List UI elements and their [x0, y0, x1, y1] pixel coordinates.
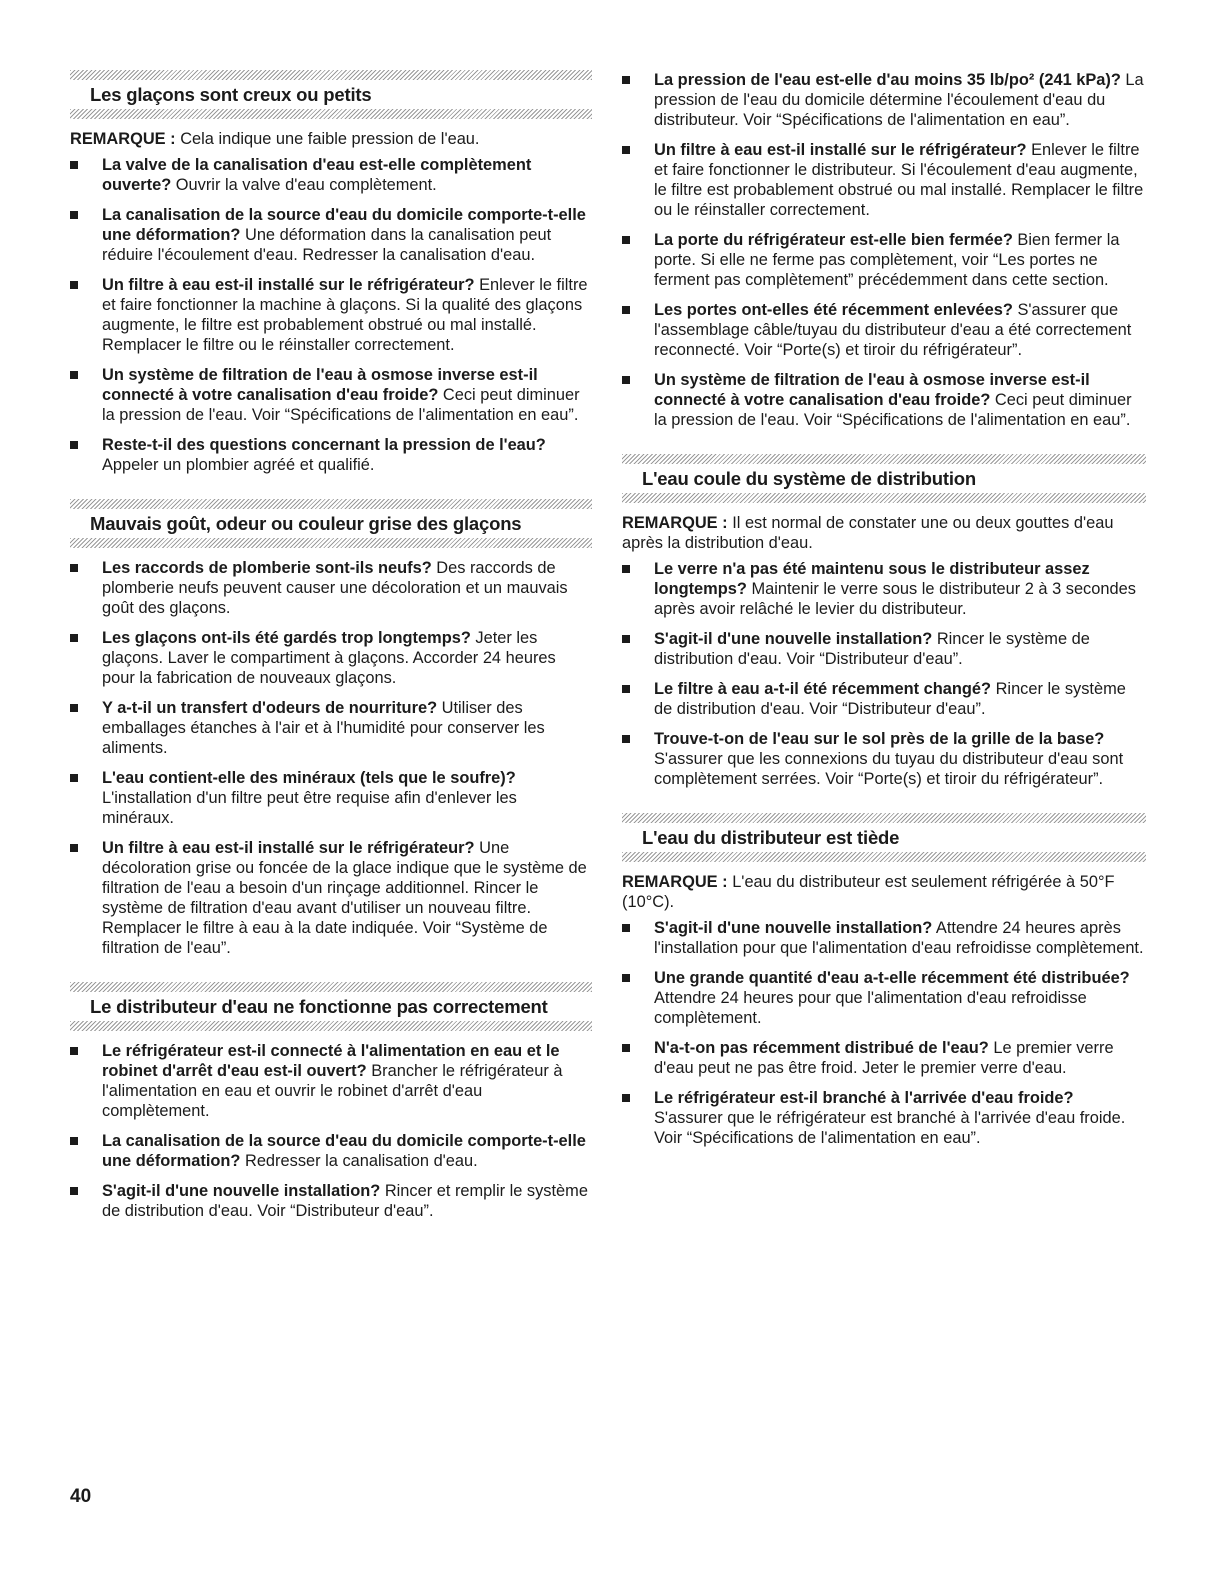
list-item: [622, 140, 1146, 220]
answer: Rincer le système de distribution d'eau. Voir “Distributeur d'eau”.: [654, 680, 1126, 718]
answer: Appeler un plombier agréé et qualifié.: [102, 456, 375, 474]
note: [70, 129, 592, 149]
list-item: [622, 1088, 1146, 1148]
square-bullet-icon: [622, 236, 630, 244]
square-bullet-icon: [70, 774, 78, 782]
section-warm-water: [622, 813, 1146, 1148]
question: Un filtre à eau est-il installé sur le réfrigérateur?: [654, 141, 1027, 159]
list-item: [622, 918, 1146, 958]
square-bullet-icon: [622, 76, 630, 84]
section-header: [622, 813, 1146, 862]
section-title: Le distributeur d'eau ne fonctionne pas correctement: [90, 996, 548, 1017]
note: [622, 513, 1146, 553]
note-label: REMARQUE :: [70, 130, 176, 148]
section-title: Les glaçons sont creux ou petits: [90, 84, 372, 105]
question: La canalisation de la source d'eau du domicile comporte-t-elle une déformation?: [102, 206, 586, 244]
list-item: [622, 70, 1146, 130]
answer: Redresser la canalisation d'eau.: [240, 1152, 478, 1170]
answer: Une décoloration grise ou foncée de la glace indique que le système de filtration de l'eau a besoin d'un rinçage additionnel. Rincer le système de filtration d'eau avant d'utiliser un nouveau filtre. Remplacer le filtre à eau à la date indiquée. Voir “Système de filtration de l'eau”.: [102, 839, 587, 957]
square-bullet-icon: [70, 634, 78, 642]
list-item: [70, 205, 592, 265]
list-item: [622, 300, 1146, 360]
question: Les raccords de plomberie sont-ils neufs?: [102, 559, 432, 577]
answer: Ceci peut diminuer la pression de l'eau. Voir “Spécifications de l'alimentation en eau”.: [102, 386, 580, 424]
square-bullet-icon: [622, 685, 630, 693]
section-water-leaks: [622, 454, 1146, 789]
list-item: [70, 838, 592, 958]
hatch-rule-top: [70, 499, 592, 509]
section-title: Mauvais goût, odeur ou couleur grise des glaçons: [90, 513, 522, 534]
square-bullet-icon: [622, 1044, 630, 1052]
answer: Enlever le filtre et faire fonctionner le distributeur. Si l'écoulement d'eau augmente, le filtre est probablement obstrué ou mal installé. Remplacer le filtre ou le réinstaller correctement.: [654, 141, 1144, 219]
square-bullet-icon: [70, 1187, 78, 1195]
square-bullet-icon: [622, 306, 630, 314]
question: Un filtre à eau est-il installé sur le réfrigérateur?: [102, 276, 475, 294]
note-label: REMARQUE :: [622, 873, 728, 891]
question: Un système de filtration de l'eau à osmose inverse est-il connecté à votre canalisation d'eau froide?: [102, 366, 538, 404]
question-list: [622, 559, 1146, 789]
question-list: [70, 558, 592, 958]
square-bullet-icon: [70, 844, 78, 852]
hatch-rule-bottom: [70, 109, 592, 119]
list-item: [70, 365, 592, 425]
answer: Enlever le filtre et faire fonctionner la machine à glaçons. Si la qualité des glaçons augmente, le filtre est probablement obstrué ou mal installé. Remplacer le filtre ou le réinstaller correctement.: [102, 276, 588, 354]
list-item: [70, 435, 592, 475]
section-dispenser-not-working: [70, 982, 592, 1221]
question: Les portes ont-elles été récemment enlevées?: [654, 301, 1013, 319]
square-bullet-icon: [70, 1047, 78, 1055]
answer: Maintenir le verre sous le distributeur 2 à 3 secondes après avoir relâché le levier du distributeur.: [654, 580, 1136, 618]
question: Le filtre à eau a-t-il été récemment changé?: [654, 680, 992, 698]
section-title: L'eau du distributeur est tiède: [642, 827, 900, 848]
answer: Le premier verre d'eau peut ne pas être froid. Jeter le premier verre d'eau.: [654, 1039, 1114, 1077]
square-bullet-icon: [622, 376, 630, 384]
hatch-rule-top: [70, 70, 592, 80]
list-item: [70, 275, 592, 355]
section-header: [70, 982, 592, 1031]
list-item: [70, 1181, 592, 1221]
square-bullet-icon: [70, 564, 78, 572]
question: S'agit-il d'une nouvelle installation?: [102, 1182, 381, 1200]
section-hollow-ice: [70, 70, 592, 475]
question: La valve de la canalisation d'eau est-elle complètement ouverte?: [102, 156, 532, 194]
question: S'agit-il d'une nouvelle installation?: [654, 919, 933, 937]
square-bullet-icon: [70, 161, 78, 169]
question: La pression de l'eau est-elle d'au moins 35 lb/po² (241 kPa)?: [654, 71, 1121, 89]
list-item: [70, 155, 592, 195]
question-list: [70, 155, 592, 475]
list-item: [70, 558, 592, 618]
answer: Une déformation dans la canalisation peut réduire l'écoulement d'eau. Redresser la canalisation d'eau.: [102, 226, 552, 264]
question-list: [622, 918, 1146, 1148]
square-bullet-icon: [70, 441, 78, 449]
question: S'agit-il d'une nouvelle installation?: [654, 630, 933, 648]
note-text: Il est normal de constater une ou deux gouttes d'eau après la distribution d'eau.: [622, 514, 1114, 552]
question: Reste-t-il des questions concernant la pression de l'eau?: [102, 436, 546, 454]
page-number: 40: [70, 1486, 92, 1507]
square-bullet-icon: [622, 974, 630, 982]
question: Une grande quantité d'eau a-t-elle récemment été distribuée?: [654, 969, 1130, 987]
list-item: [622, 1038, 1146, 1078]
list-item: [622, 729, 1146, 789]
answer: Des raccords de plomberie neufs peuvent causer une décoloration et un mauvais goût des glaçons.: [102, 559, 568, 617]
list-item: [622, 370, 1146, 430]
hatch-rule-bottom: [622, 852, 1146, 862]
answer: Ceci peut diminuer la pression de l'eau. Voir “Spécifications de l'alimentation en eau”.: [654, 391, 1132, 429]
answer: S'assurer que le réfrigérateur est branché à l'arrivée d'eau froide. Voir “Spécifications de l'alimentation en eau”.: [654, 1109, 1126, 1147]
hatch-rule-bottom: [622, 493, 1146, 503]
list-item: [70, 768, 592, 828]
list-item: [622, 968, 1146, 1028]
question: L'eau contient-elle des minéraux (tels que le soufre)?: [102, 769, 516, 787]
note: [622, 872, 1146, 912]
section-bad-taste: [70, 499, 592, 958]
answer: Brancher le réfrigérateur à l'alimentation en eau et ouvrir le robinet d'arrêt d'eau complètement.: [102, 1062, 563, 1120]
section-header: [70, 70, 592, 119]
question: Un filtre à eau est-il installé sur le réfrigérateur?: [102, 839, 475, 857]
list-item: [70, 628, 592, 688]
square-bullet-icon: [622, 635, 630, 643]
left-column: [70, 70, 592, 1231]
list-item: [70, 1131, 592, 1171]
note-label: REMARQUE :: [622, 514, 728, 532]
hatch-rule-top: [622, 813, 1146, 823]
answer: Attendre 24 heures pour que l'alimentation d'eau refroidisse complètement.: [654, 989, 1087, 1027]
answer: La pression de l'eau du domicile détermine l'écoulement d'eau du distributeur. Voir “Spécifications de l'alimentation en eau”.: [654, 71, 1144, 129]
square-bullet-icon: [70, 281, 78, 289]
square-bullet-icon: [70, 704, 78, 712]
square-bullet-icon: [622, 1094, 630, 1102]
square-bullet-icon: [70, 1137, 78, 1145]
square-bullet-icon: [70, 211, 78, 219]
list-item: [622, 679, 1146, 719]
question: La canalisation de la source d'eau du domicile comporte-t-elle une déformation?: [102, 1132, 586, 1170]
answer: Attendre 24 heures après l'installation pour que l'alimentation d'eau refroidisse complètement.: [654, 919, 1144, 957]
answer: Jeter les glaçons. Laver le compartiment à glaçons. Accorder 24 heures pour la fabrication de nouveaux glaçons.: [102, 629, 556, 687]
question: Le réfrigérateur est-il connecté à l'alimentation en eau et le robinet d'arrêt d'eau est-il ouvert?: [102, 1042, 560, 1080]
section-title: L'eau coule du système de distribution: [642, 468, 976, 489]
list-item: [622, 559, 1146, 619]
section-header: [622, 454, 1146, 503]
answer: S'assurer que l'assemblage câble/tuyau du distributeur d'eau a été correctement reconnecté. Voir “Porte(s) et tiroir du réfrigérateur”.: [654, 301, 1132, 359]
answer: L'installation d'un filtre peut être requise afin d'enlever les minéraux.: [102, 789, 517, 827]
hatch-rule-top: [622, 454, 1146, 464]
answer: S'assurer que les connexions du tuyau du distributeur d'eau sont complètement serrées. Voir “Porte(s) et tiroir du réfrigérateur”.: [654, 750, 1124, 788]
question: La porte du réfrigérateur est-elle bien fermée?: [654, 231, 1013, 249]
question: N'a-t-on pas récemment distribué de l'eau?: [654, 1039, 989, 1057]
hatch-rule-bottom: [70, 1021, 592, 1031]
hatch-rule-top: [70, 982, 592, 992]
question: Y a-t-il un transfert d'odeurs de nourriture?: [102, 699, 438, 717]
hatch-rule-bottom: [70, 538, 592, 548]
list-item: [622, 629, 1146, 669]
square-bullet-icon: [70, 371, 78, 379]
list-item: [622, 230, 1146, 290]
question: Le réfrigérateur est-il branché à l'arrivée d'eau froide?: [654, 1089, 1074, 1107]
answer: Rincer et remplir le système de distribution d'eau. Voir “Distributeur d'eau”.: [102, 1182, 588, 1220]
square-bullet-icon: [622, 924, 630, 932]
square-bullet-icon: [622, 146, 630, 154]
question: Le verre n'a pas été maintenu sous le distributeur assez longtemps?: [654, 560, 1090, 598]
question: Trouve-t-on de l'eau sur le sol près de la grille de la base?: [654, 730, 1105, 748]
list-item: [70, 1041, 592, 1121]
note-text: Cela indique une faible pression de l'eau.: [175, 130, 480, 148]
answer: Ouvrir la valve d'eau complètement.: [171, 176, 437, 194]
question: Les glaçons ont-ils été gardés trop longtemps?: [102, 629, 471, 647]
question-list: [70, 1041, 592, 1221]
answer: Bien fermer la porte. Si elle ne ferme pas complètement, voir “Les portes ne ferment pas complètement” précédemment dans cette section.: [654, 231, 1120, 289]
question-list-continued: [622, 70, 1146, 430]
answer: Rincer le système de distribution d'eau. Voir “Distributeur d'eau”.: [654, 630, 1090, 668]
list-item: [70, 698, 592, 758]
section-header: [70, 499, 592, 548]
note-text: L'eau du distributeur est seulement réfrigérée à 50°F (10°C).: [622, 873, 1115, 911]
square-bullet-icon: [622, 735, 630, 743]
answer: Utiliser des emballages étanches à l'air et à l'humidité pour conserver les aliments.: [102, 699, 545, 757]
question: Un système de filtration de l'eau à osmose inverse est-il connecté à votre canalisation d'eau froide?: [654, 371, 1090, 409]
square-bullet-icon: [622, 565, 630, 573]
right-column: [622, 70, 1146, 1158]
